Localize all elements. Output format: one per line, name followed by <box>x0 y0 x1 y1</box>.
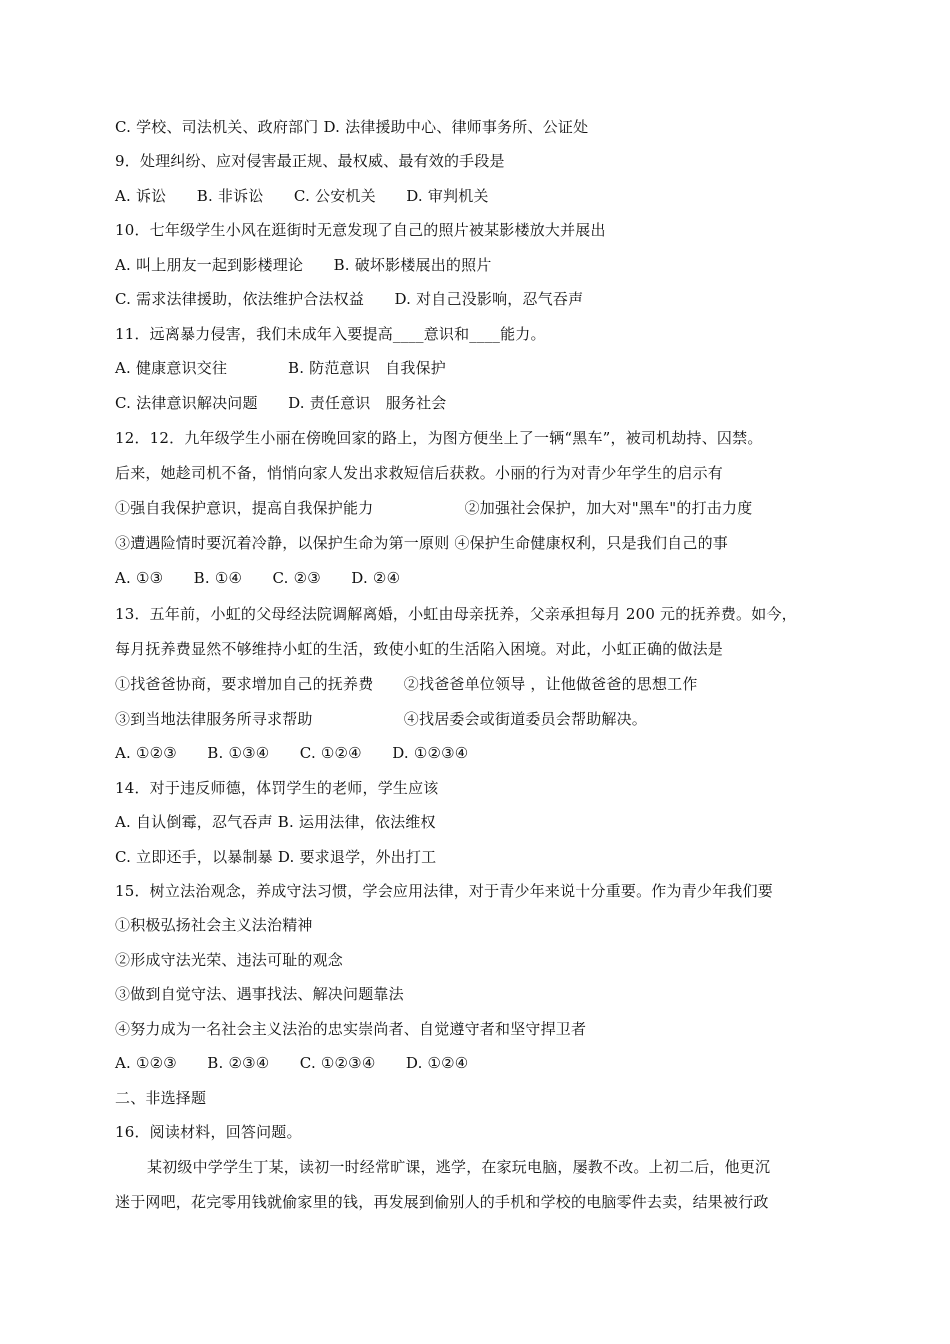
question-16: 16．阅读材料，回答问题。 <box>115 1123 302 1141</box>
material-paragraph-line-1: 某初级中学学生丁某，读初一时经常旷课，逃学，在家玩电脑，屡教不改。上初二后，他更沉 <box>147 1158 771 1176</box>
statement-15-4: ④努力成为一名社会主义法治的忠实崇尚者、自觉遵守者和坚守捍卫者 <box>115 1020 587 1038</box>
statements-13-a: ①找爸爸协商，要求增加自己的抚养费 ②找爸爸单位领导 ，让他做爸爸的思想工作 <box>115 675 698 693</box>
options-10-cd: C. 需求法律援助，依法维护合法权益 D. 对自己没影响，忍气吞声 <box>115 290 584 308</box>
question-13-line-2: 每月抚养费显然不够维持小虹的生活，致使小虹的生活陷入困境。对此，小虹正确的做法是 <box>115 640 724 658</box>
statement-15-1: ①积极弘扬社会主义法治精神 <box>115 916 313 934</box>
option-line-8c: C. 学校、司法机关、政府部门 D. 法律援助中心、律师事务所、公证处 <box>115 118 589 136</box>
question-14: 14．对于违反师德，体罚学生的老师，学生应该 <box>115 779 439 797</box>
options-12: A. ①③ B. ①④ C. ②③ D. ②④ <box>115 569 401 587</box>
question-12-line-1: 12．12．九年级学生小丽在傍晚回家的路上，为图方便坐上了一辆“黑车”，被司机劫持、囚禁。 <box>115 429 763 447</box>
options-13: A. ①②③ B. ①③④ C. ①②④ D. ①②③④ <box>115 744 469 762</box>
statements-12-a: ①强自我保护意识，提高自我保护能力 ②加强社会保护，加大对"黑车"的打击力度 <box>115 499 753 517</box>
question-10: 10．七年级学生小风在逛街时无意发现了自己的照片被某影楼放大并展出 <box>115 221 606 239</box>
options-10-ab: A. 叫上朋友一起到影楼理论 B. 破坏影楼展出的照片 <box>115 256 492 274</box>
question-11: 11．远离暴力侵害，我们未成年入要提高____意识和____能力。 <box>115 325 546 343</box>
section-heading-non-choice: 二、非选择题 <box>115 1089 207 1107</box>
material-paragraph-line-2: 迷于网吧，花完零用钱就偷家里的钱，再发展到偷别人的手机和学校的电脑零件去卖，结果被行政 <box>115 1193 769 1211</box>
options-11-ab: A. 健康意识交往 B. 防范意识 自我保护 <box>115 359 446 377</box>
question-9: 9．处理纠纷、应对侵害最正规、最权威、最有效的手段是 <box>115 152 505 170</box>
options-14-ab: A. 自认倒霉，忍气吞声 B. 运用法律，依法维权 <box>115 813 436 831</box>
question-13-line-1: 13．五年前，小虹的父母经法院调解离婚，小虹由母亲抚养，父亲承担每月 200 元的抚养费。如今， <box>115 605 797 623</box>
options-9: A. 诉讼 B. 非诉讼 C. 公安机关 D. 审判机关 <box>115 187 489 205</box>
statements-13-b: ③到当地法律服务所寻求帮助 ④找居委会或街道委员会帮助解决。 <box>115 710 648 728</box>
options-15: A. ①②③ B. ②③④ C. ①②③④ D. ①②④ <box>115 1054 469 1072</box>
options-11-cd: C. 法律意识解决问题 D. 责任意识 服务社会 <box>115 394 447 412</box>
statement-15-3: ③做到自觉守法、遇事找法、解决问题靠法 <box>115 985 404 1003</box>
options-14-cd: C. 立即还手，以暴制暴 D. 要求退学，外出打工 <box>115 848 437 866</box>
question-12-line-2: 后来，她趁司机不备，悄悄向家人发出求救短信后获救。小丽的行为对青少年学生的启示有 <box>115 464 724 482</box>
statements-12-b: ③遭遇险情时要沉着冷静，以保护生命为第一原则 ④保护生命健康权利，只是我们自己的事 <box>115 534 728 552</box>
question-15: 15．树立法治观念，养成守法习惯，学会应用法律，对于青少年来说十分重要。作为青少年我们要 <box>115 882 773 900</box>
statement-15-2: ②形成守法光荣、违法可耻的观念 <box>115 951 344 969</box>
